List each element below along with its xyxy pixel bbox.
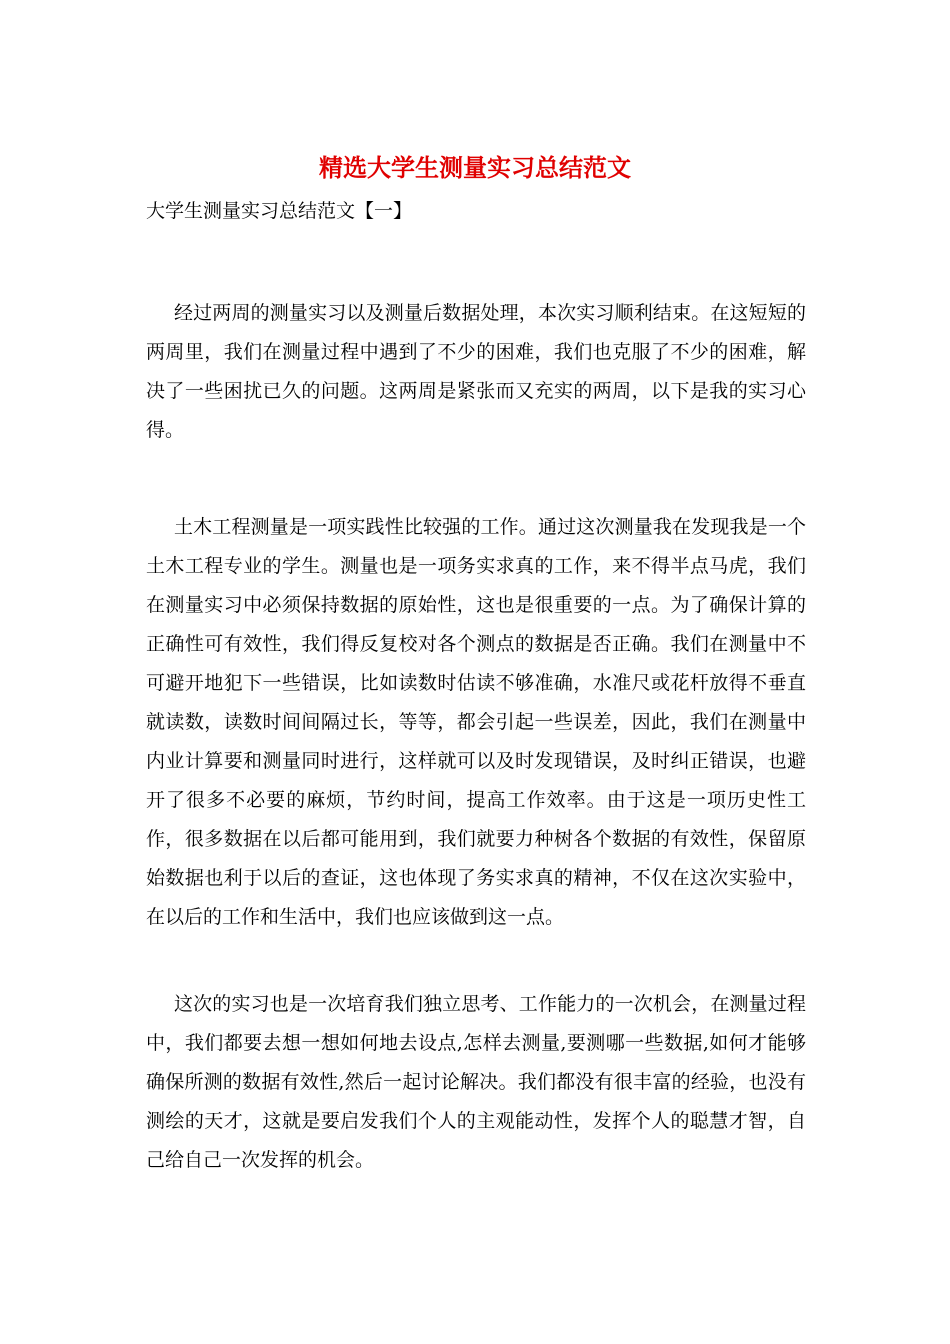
paragraph-3: 这次的实习也是一次培育我们独立思考、工作能力的一次机会，在测量过程中，我们都要去想一想如何地去设点,怎样去测量,要测哪一些数据,如何才能够确保所测的数据有效性,然后一起讨论解决。我们都没有很丰富的经验，也没有测绘的天才，这就是要启发我们个人的主观能动性，发挥个人的聪慧才智，自己给自己一次发挥的机会。 <box>146 993 806 1171</box>
paragraph-1: 经过两周的测量实习以及测量后数据处理，本次实习顺利结束。在这短短的两周里，我们在测量过程中遇到了不少的困难，我们也克服了不少的困难，解决了一些困扰已久的问题。这两周是紧张而又充实的两周，以下是我的实习心得。 <box>146 302 806 441</box>
document-title: 精选大学生测量实习总结范文 <box>319 153 631 182</box>
document-subtitle: 大学生测量实习总结范文【一】 <box>146 200 413 222</box>
paragraph-2: 土木工程测量是一项实践性比较强的工作。通过这次测量我在发现我是一个土木工程专业的学生。测量也是一项务实求真的工作，来不得半点马虎，我们在测量实习中必须保持数据的原始性，这也是很重要的一点。为了确保计算的正确性可有效性，我们得反复校对各个测点的数据是否正确。我们在测量中不可避开地犯下一些错误，比如读数时估读不够准确，水准尺或花杆放得不垂直就读数，读数时间间隔过长，等等，都会引起一些误差，因此，我们在测量中内业计算要和测量同时进行，这样就可以及时发现错误，及时纠正错误，也避开了很多不必要的麻烦，节约时间，提高工作效率。由于这是一项历史性工作，很多数据在以后都可能用到，我们就要力种树各个数据的有效性，保留原始数据也利于以后的查证，这也体现了务实求真的精神，不仅在这次实验中，在以后的工作和生活中，我们也应该做到这一点。 <box>146 516 806 928</box>
